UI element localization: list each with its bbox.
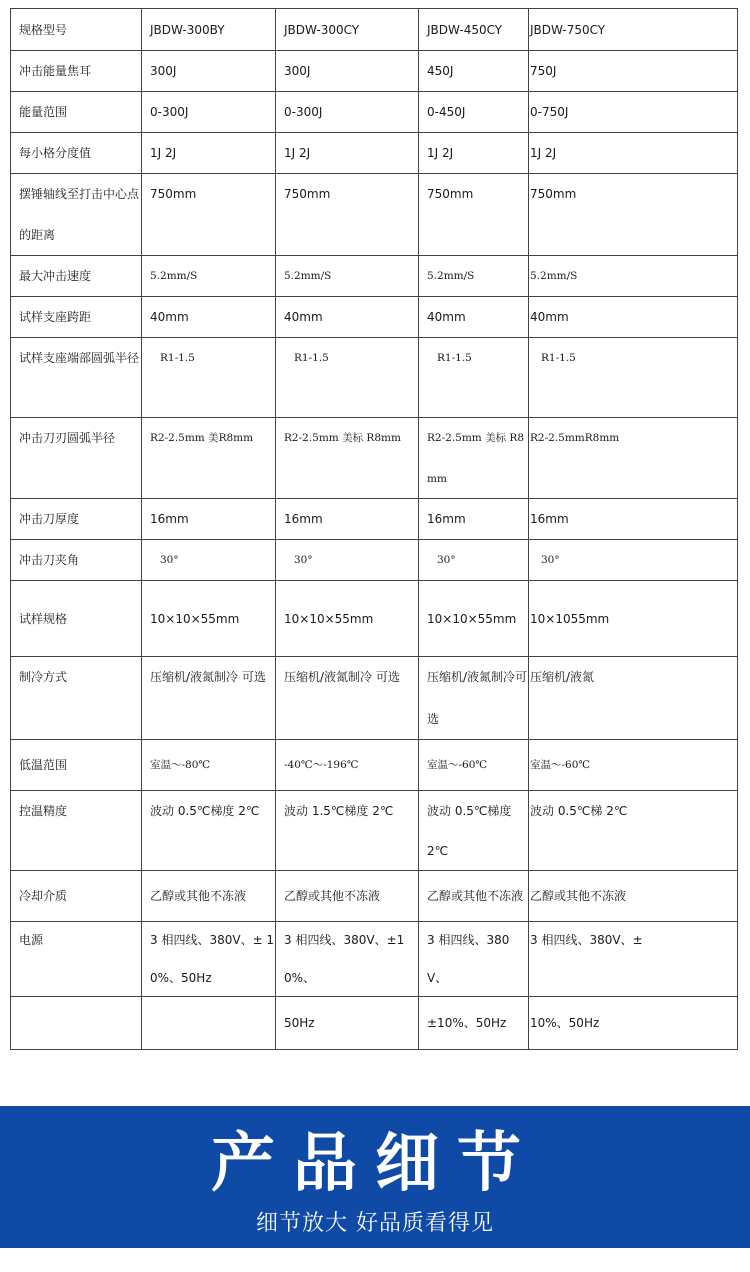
table-cell: 波动 0.5℃梯度 2℃	[142, 791, 276, 870]
table-row	[11, 92, 738, 133]
table-cell: JBDW-750CY	[529, 9, 738, 50]
table-row	[11, 581, 738, 657]
table-cell: 乙醇或其他不冻液	[142, 871, 276, 921]
table-row-label: 制冷方式	[11, 657, 142, 739]
table-row	[11, 51, 738, 92]
table-cell: 40mm	[529, 297, 738, 337]
table-cell: 3 相四线、380V、± 10%、50Hz	[142, 922, 276, 996]
table-row	[11, 791, 738, 871]
table-cell: 10×10×55mm	[142, 581, 276, 656]
table-cell: 1J 2J	[276, 133, 419, 173]
table-cell: JBDW-300CY	[276, 9, 419, 50]
table-row	[11, 174, 738, 256]
table-cell: 40mm	[142, 297, 276, 337]
table-row-label: 试样规格	[11, 581, 142, 656]
table-cell: 30°	[142, 540, 276, 580]
table-cell: R1-1.5	[276, 338, 419, 417]
table-row-label: 最大冲击速度	[11, 256, 142, 296]
table-cell: 室温～-60℃	[419, 740, 529, 790]
table-cell: 10×10×55mm	[419, 581, 529, 656]
table-cell: 波动 0.5℃梯 2℃	[529, 791, 738, 870]
table-row-label: 控温精度	[11, 791, 142, 870]
table-cell: 波动 0.5℃梯度 2℃	[419, 791, 529, 870]
table-cell: 压缩机/液氮	[529, 657, 738, 739]
table-cell: 乙醇或其他不冻液	[276, 871, 419, 921]
spec-table	[10, 8, 738, 1050]
table-cell: 750mm	[142, 174, 276, 255]
table-cell: 16mm	[419, 499, 529, 539]
table-row-label: 摆锤轴线至打击中心点的距离	[11, 174, 142, 255]
table-cell: 3 相四线、380V、±10%、	[276, 922, 419, 996]
banner-title: 产品细节	[211, 1127, 539, 1201]
table-row	[11, 418, 738, 499]
table-cell: 50Hz	[276, 997, 419, 1049]
table-cell: -40℃～-196℃	[276, 740, 419, 790]
table-row-label	[11, 997, 142, 1049]
table-row	[11, 657, 738, 740]
product-details-banner	[0, 1106, 750, 1248]
table-row	[11, 338, 738, 418]
table-row	[11, 499, 738, 540]
table-cell: JBDW-300BY	[142, 9, 276, 50]
table-row	[11, 540, 738, 581]
table-cell: 5.2mm/S	[276, 256, 419, 296]
table-cell: R2-2.5mm 美标 R8mm	[419, 418, 529, 498]
table-row-label: 试样支座跨距	[11, 297, 142, 337]
table-cell: 10×10×55mm	[276, 581, 419, 656]
table-cell: 波动 1.5℃梯度 2℃	[276, 791, 419, 870]
table-cell: 1J 2J	[142, 133, 276, 173]
table-row	[11, 740, 738, 791]
banner-subtitle: 细节放大 好品质看得见	[256, 1211, 494, 1236]
table-cell: R2-2.5mmR8mm	[529, 418, 738, 498]
table-cell: 1J 2J	[529, 133, 738, 173]
table-cell: 乙醇或其他不冻液	[529, 871, 738, 921]
table-cell: 30°	[419, 540, 529, 580]
table-cell: 16mm	[529, 499, 738, 539]
table-cell: R1-1.5	[419, 338, 529, 417]
table-cell: R1-1.5	[529, 338, 738, 417]
table-row	[11, 9, 738, 51]
table-row-label: 试样支座端部圆弧半径	[11, 338, 142, 417]
table-cell: 5.2mm/S	[142, 256, 276, 296]
table-cell: 0-750J	[529, 92, 738, 132]
table-row-label: 冲击刀厚度	[11, 499, 142, 539]
table-row-label: 冲击能量焦耳	[11, 51, 142, 91]
table-cell: 40mm	[276, 297, 419, 337]
table-cell: 10%、50Hz	[529, 997, 738, 1049]
table-cell: 750mm	[276, 174, 419, 255]
table-row	[11, 922, 738, 997]
table-cell: 0-450J	[419, 92, 529, 132]
table-cell: 0-300J	[142, 92, 276, 132]
table-cell: 乙醇或其他不冻液	[419, 871, 529, 921]
table-cell: R2-2.5mm 美R8mm	[142, 418, 276, 498]
table-row	[11, 256, 738, 297]
table-cell: 压缩机/液氮制冷 可选	[276, 657, 419, 739]
table-row	[11, 997, 738, 1050]
table-cell: 300J	[276, 51, 419, 91]
table-cell: 16mm	[142, 499, 276, 539]
table-row-label: 冲击刀刃圆弧半径	[11, 418, 142, 498]
table-row	[11, 133, 738, 174]
table-cell: 压缩机/液氮制冷 可选	[142, 657, 276, 739]
table-cell: JBDW-450CY	[419, 9, 529, 50]
table-cell: ±10%、50Hz	[419, 997, 529, 1049]
table-row-label: 冲击刀夹角	[11, 540, 142, 580]
table-cell: R1-1.5	[142, 338, 276, 417]
table-cell: 750J	[529, 51, 738, 91]
table-cell: 室温～-80℃	[142, 740, 276, 790]
table-cell	[142, 997, 276, 1049]
table-row-label: 每小格分度值	[11, 133, 142, 173]
table-cell: 5.2mm/S	[419, 256, 529, 296]
table-cell: 750mm	[419, 174, 529, 255]
table-cell: 5.2mm/S	[529, 256, 738, 296]
table-row-label: 能量范围	[11, 92, 142, 132]
table-cell: R2-2.5mm 美标 R8mm	[276, 418, 419, 498]
table-row-label: 冷却介质	[11, 871, 142, 921]
table-cell: 450J	[419, 51, 529, 91]
table-cell: 30°	[276, 540, 419, 580]
table-row-label: 电源	[11, 922, 142, 996]
table-cell: 16mm	[276, 499, 419, 539]
table-row-label: 低温范围	[11, 740, 142, 790]
table-cell: 1J 2J	[419, 133, 529, 173]
table-cell: 300J	[142, 51, 276, 91]
table-cell: 750mm	[529, 174, 738, 255]
table-row-label: 规格型号	[11, 9, 142, 50]
table-cell: 30°	[529, 540, 738, 580]
table-cell: 3 相四线、380V、±	[529, 922, 738, 996]
table-cell: 压缩机/液氮制冷可选	[419, 657, 529, 739]
table-cell: 室温～-60℃	[529, 740, 738, 790]
table-cell: 10×1055mm	[529, 581, 738, 656]
table-cell: 3 相四线、380V、	[419, 922, 529, 996]
table-row	[11, 871, 738, 922]
table-cell: 40mm	[419, 297, 529, 337]
table-row	[11, 297, 738, 338]
table-cell: 0-300J	[276, 92, 419, 132]
